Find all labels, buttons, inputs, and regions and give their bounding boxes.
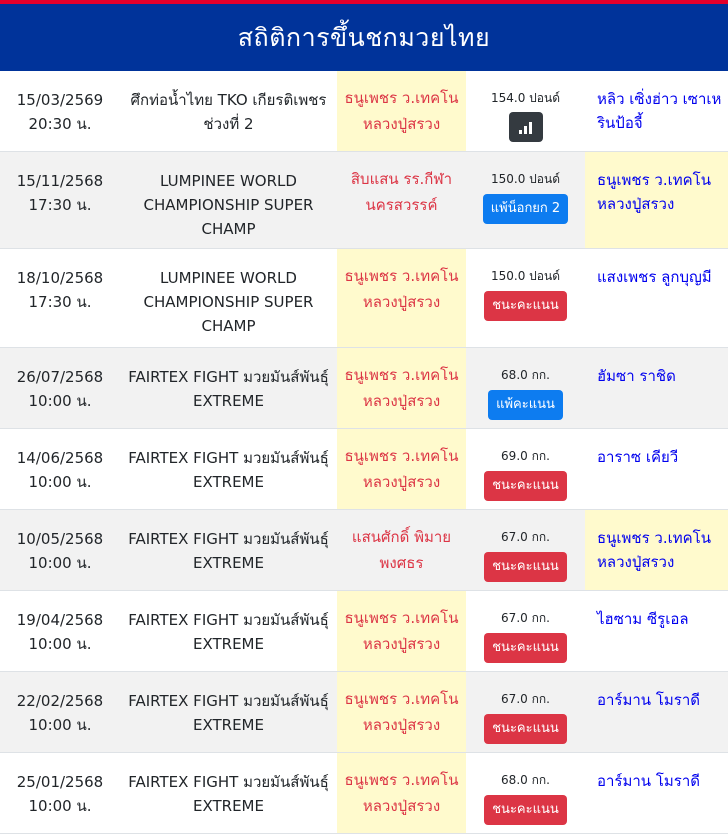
- fight-datetime: [0, 71, 120, 151]
- weight-class: 68.0 กก.: [501, 368, 550, 382]
- red-corner-boxer[interactable]: ธนูเพชร ว.เทคโนหลวงปู่สรวง: [337, 348, 466, 428]
- fight-row: [0, 753, 728, 834]
- weight-class: 150.0 ปอนด์: [491, 172, 560, 186]
- event-name: FAIRTEX FIGHT มวยมันส์พันธุ์ EXTREME: [128, 611, 329, 653]
- fight-date: 10/05/2568: [16, 530, 104, 548]
- red-corner-boxer[interactable]: ธนูเพชร ว.เทคโนหลวงปู่สรวง: [337, 429, 466, 509]
- fight-row: [0, 249, 728, 348]
- opponent-link[interactable]: แสงเพชร ลูกบุญมี: [597, 268, 712, 286]
- fight-row: [0, 510, 728, 591]
- fight-date: 22/02/2568: [16, 692, 104, 710]
- fight-result: [466, 249, 585, 347]
- fight-result: [466, 429, 585, 509]
- fight-time: 17:30 น.: [28, 196, 92, 214]
- event-name: FAIRTEX FIGHT มวยมันส์พันธุ์ EXTREME: [128, 692, 329, 734]
- fight-time: 10:00 น.: [28, 554, 92, 572]
- red-corner-boxer[interactable]: ธนูเพชร ว.เทคโนหลวงปู่สรวง: [337, 249, 466, 347]
- fight-result: [466, 672, 585, 752]
- fight-time: 10:00 น.: [28, 635, 92, 653]
- weight-class: 67.0 กก.: [501, 530, 550, 544]
- weight-class: 150.0 ปอนด์: [491, 269, 560, 283]
- result-badge[interactable]: ชนะคะแนน: [484, 633, 567, 663]
- red-corner-boxer[interactable]: ธนูเพชร ว.เทคโนหลวงปู่สรวง: [337, 591, 466, 671]
- fight-result: [466, 753, 585, 833]
- event-name: FAIRTEX FIGHT มวยมันส์พันธุ์ EXTREME: [128, 368, 329, 410]
- weight-class: 67.0 กก.: [501, 611, 550, 625]
- fight-datetime: [0, 249, 120, 347]
- fight-result: [466, 510, 585, 590]
- fight-row: [0, 429, 728, 510]
- opponent-link[interactable]: ธนูเพชร ว.เทคโนหลวงปู่สรวง: [585, 510, 728, 590]
- red-corner-boxer[interactable]: สิบแสน รร.กีฬานครสวรรค์: [350, 170, 453, 214]
- fight-time: 10:00 น.: [28, 473, 92, 491]
- fight-row: [0, 71, 728, 152]
- fight-record-table: [0, 71, 728, 834]
- event-name: FAIRTEX FIGHT มวยมันส์พันธุ์ EXTREME: [128, 449, 329, 491]
- page-header: [0, 4, 728, 71]
- fight-date: 15/11/2568: [16, 172, 104, 190]
- fight-datetime: [0, 510, 120, 590]
- red-corner-boxer[interactable]: ธนูเพชร ว.เทคโนหลวงปู่สรวง: [337, 753, 466, 833]
- opponent-link[interactable]: อาร์มาน โมราดี: [597, 691, 700, 709]
- fight-time: 17:30 น.: [28, 293, 92, 311]
- weight-class: 154.0 ปอนด์: [491, 91, 560, 105]
- fight-date: 25/01/2568: [16, 773, 104, 791]
- weight-class: 67.0 กก.: [501, 692, 550, 706]
- fight-time: 10:00 น.: [28, 392, 92, 410]
- opponent-link[interactable]: อาราซ เคียวี: [597, 448, 679, 466]
- red-corner-boxer[interactable]: แสนศักดิ์ พิมายพงศธร: [351, 528, 452, 572]
- event-name: ศึกท่อน้ำไทย TKO เกียรติเพชร ช่วงที่ 2: [130, 91, 327, 133]
- fight-date: 19/04/2568: [16, 611, 104, 629]
- result-badge[interactable]: ชนะคะแนน: [484, 714, 567, 744]
- fight-date: 18/10/2568: [16, 269, 104, 287]
- page-title: สถิติการขึ้นชกมวยไทย: [237, 22, 491, 52]
- fight-date: 15/03/2569: [16, 91, 104, 109]
- fight-result: [466, 71, 585, 151]
- fight-date: 26/07/2568: [16, 368, 104, 386]
- fight-time: 10:00 น.: [28, 716, 92, 734]
- opponent-link[interactable]: หลิว เซิ่งฮ่าว เซาเหรินป้อจี้: [597, 90, 722, 132]
- fight-row: [0, 672, 728, 753]
- fight-datetime: [0, 348, 120, 428]
- fight-result: [466, 152, 585, 248]
- fight-datetime: [0, 152, 120, 248]
- opponent-link[interactable]: ไฮซาม ซีรูเอล: [597, 610, 689, 628]
- fight-row: [0, 348, 728, 429]
- result-badge[interactable]: ชนะคะแนน: [484, 795, 567, 825]
- fight-date: 14/06/2568: [16, 449, 104, 467]
- result-badge[interactable]: ชนะคะแนน: [484, 471, 567, 501]
- opponent-link[interactable]: ธนูเพชร ว.เทคโนหลวงปู่สรวง: [585, 152, 728, 248]
- fight-datetime: [0, 591, 120, 671]
- fight-row: [0, 591, 728, 672]
- weight-class: 68.0 กก.: [501, 773, 550, 787]
- red-corner-boxer[interactable]: ธนูเพชร ว.เทคโนหลวงปู่สรวง: [337, 71, 466, 151]
- event-name: FAIRTEX FIGHT มวยมันส์พันธุ์ EXTREME: [128, 530, 329, 572]
- event-name: FAIRTEX FIGHT มวยมันส์พันธุ์ EXTREME: [128, 773, 329, 815]
- fight-datetime: [0, 429, 120, 509]
- result-badge[interactable]: ชนะคะแนน: [484, 291, 567, 321]
- result-badge[interactable]: แพ้น็อกยก 2: [483, 194, 568, 224]
- event-name: LUMPINEE WORLD CHAMPIONSHIP SUPER CHAMP: [143, 269, 314, 335]
- result-badge[interactable]: แพ้คะแนน: [488, 390, 563, 420]
- fight-datetime: [0, 672, 120, 752]
- weight-class: 69.0 กก.: [501, 449, 550, 463]
- fight-result: [466, 348, 585, 428]
- stats-icon[interactable]: [509, 112, 543, 142]
- fight-result: [466, 591, 585, 671]
- fight-datetime: [0, 753, 120, 833]
- result-badge[interactable]: ชนะคะแนน: [484, 552, 567, 582]
- fight-row: [0, 152, 728, 249]
- event-name: LUMPINEE WORLD CHAMPIONSHIP SUPER CHAMP: [143, 172, 314, 238]
- fight-time: 10:00 น.: [28, 797, 92, 815]
- opponent-link[interactable]: ฮัมซา ราชิด: [597, 367, 676, 385]
- red-corner-boxer[interactable]: ธนูเพชร ว.เทคโนหลวงปู่สรวง: [337, 672, 466, 752]
- opponent-link[interactable]: อาร์มาน โมราดี: [597, 772, 700, 790]
- fight-time: 20:30 น.: [28, 115, 92, 133]
